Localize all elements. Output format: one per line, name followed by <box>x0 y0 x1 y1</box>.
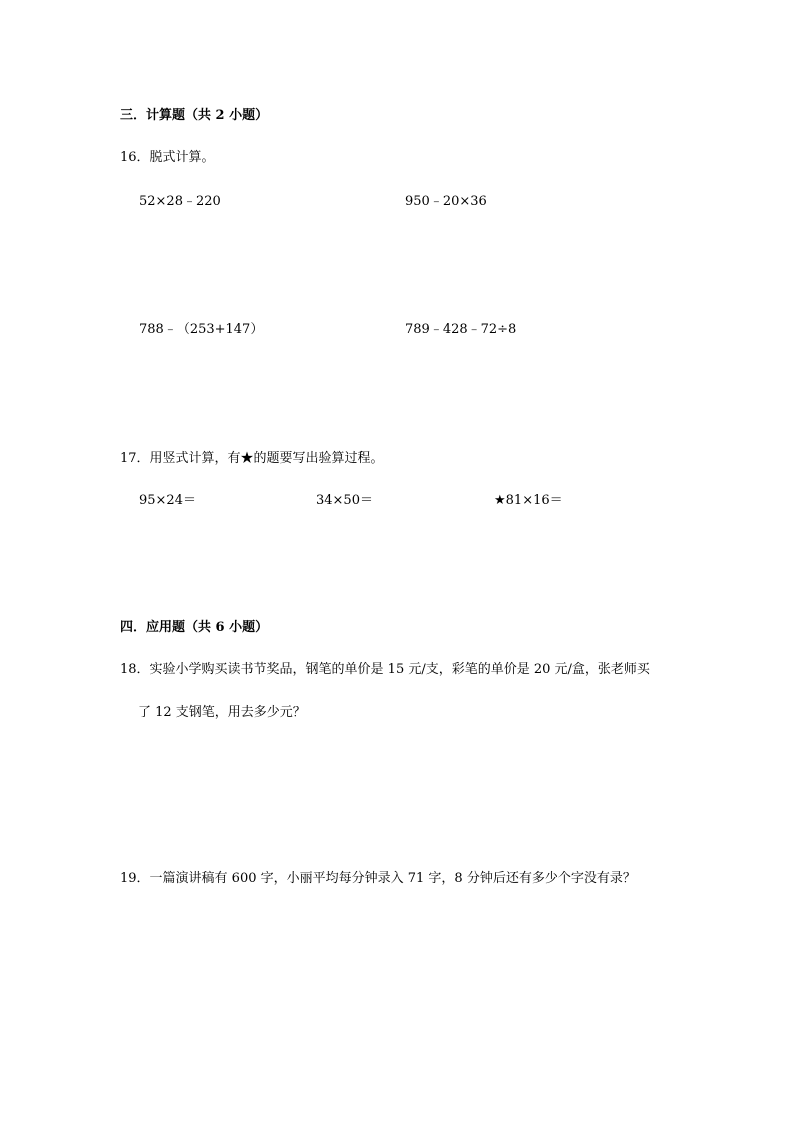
question-18-line-2: 了 12 支钢笔，用去多少元？ <box>138 705 306 720</box>
expression-17-2: 34×50＝ <box>316 493 373 508</box>
question-18-line-1: 18．实验小学购买读书节奖品，钢笔的单价是 15 元/支，彩笔的单价是 20 元/盒，张老师买 <box>120 662 650 677</box>
question-19-line-1: 19．一篇演讲稿有 600 字，小丽平均每分钟录入 71 字，8 分钟后还有多少个字没有录？ <box>120 871 636 886</box>
expression-16-2: 950﹣20×36 <box>405 194 487 209</box>
expression-16-1: 52×28﹣220 <box>139 194 221 209</box>
section-heading-calculation: 三．计算题（共 2 小题） <box>120 108 269 123</box>
section-heading-application: 四．应用题（共 6 小题） <box>120 620 269 635</box>
expression-16-3: 788﹣（253+147） <box>139 322 264 337</box>
expression-17-3: ★81×16＝ <box>494 493 563 508</box>
expression-16-4: 789﹣428﹣72÷8 <box>405 322 517 337</box>
question-16-prompt: 16．脱式计算。 <box>120 150 215 165</box>
expression-17-1: 95×24＝ <box>139 493 196 508</box>
question-17-prompt: 17．用竖式计算，有★的题要写出验算过程。 <box>120 451 384 466</box>
